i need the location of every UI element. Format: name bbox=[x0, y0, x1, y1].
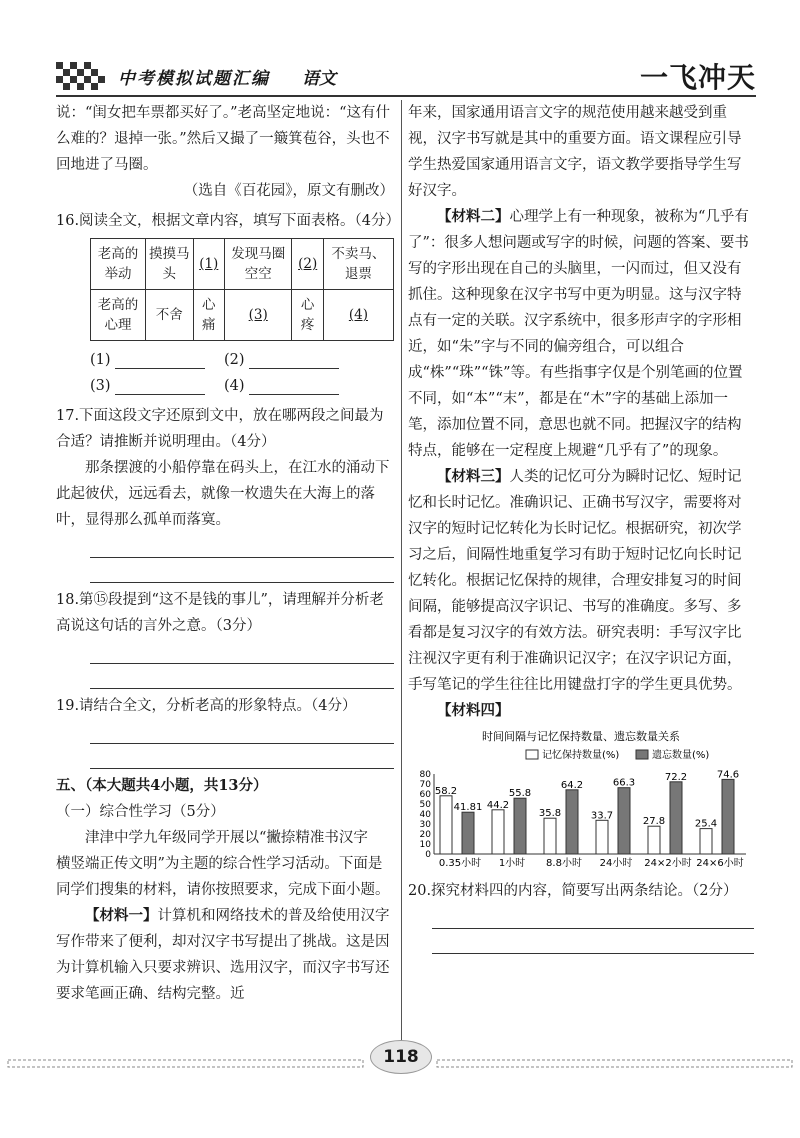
data-label: 35.8 bbox=[538, 808, 562, 820]
header-brand: 一飞冲天 bbox=[639, 61, 756, 94]
chart-svg bbox=[408, 728, 754, 878]
answer-line[interactable] bbox=[90, 639, 394, 664]
page-number: 118 bbox=[370, 1040, 432, 1074]
data-label: 25.4 bbox=[694, 818, 718, 830]
bar-retained bbox=[544, 818, 556, 854]
table-cell: 老高的举动 bbox=[91, 239, 146, 290]
left-column bbox=[56, 100, 401, 1007]
bar-retained bbox=[648, 826, 660, 854]
bar-forgotten bbox=[514, 798, 526, 854]
material-text: 心理学上有一种现象，被称为“几乎有了”：很多人想问题或写字的时候，问题的答案、要书写的字形出现在自己的头脑里，一闪而过，但又没有抓住。这种现象在汉字书写中更为明显。这与汉字特点有一定的关联。汉字系统中，很多形声字的字形相近，如“朱”字与不同的偏旁组合，可以组合成“株”“珠”“铢”等。有些指事字仅是个别笔画的位置不同，如“本”“末”，都是在“木”字的基础上添加一笔，添加位置不同，意思也就不同。把握汉字的结构特点，能够在一定程度上规避“几乎有了”的现象。 bbox=[408, 209, 749, 459]
y-tick-label: 20 bbox=[419, 830, 431, 840]
subsection-heading: （一）综合性学习（5分） bbox=[56, 804, 225, 820]
material-3 bbox=[408, 464, 754, 698]
y-tick-label: 80 bbox=[419, 770, 431, 780]
q20-stem: 20.探究材料四的内容，简要写出两条结论。（2分） bbox=[408, 883, 738, 899]
bar-retained bbox=[440, 796, 452, 854]
material-label: 【材料二】 bbox=[437, 208, 510, 225]
material-label: 【材料一】 bbox=[85, 907, 158, 924]
y-tick-label: 60 bbox=[419, 790, 431, 800]
data-label: 58.2 bbox=[434, 785, 458, 797]
q17-passage: 那条摆渡的小船停靠在码头上，在江水的涌动下此起彼伏，远远看去，就像一枚遗失在大海上的落叶，显得那么孤单而落寞。 bbox=[56, 460, 390, 528]
table-cell: 老高的心理 bbox=[91, 290, 146, 341]
bar-retained bbox=[596, 820, 608, 854]
table-cell: 发现马圈空空 bbox=[224, 239, 292, 290]
page-header bbox=[56, 54, 756, 96]
answer-blank[interactable] bbox=[115, 378, 205, 395]
table-row bbox=[91, 239, 394, 290]
y-tick-label: 0 bbox=[425, 850, 431, 860]
answer-line[interactable] bbox=[432, 904, 754, 929]
answer-line[interactable] bbox=[432, 929, 754, 954]
table-cell: 摸摸马头 bbox=[146, 239, 194, 290]
blank-label: (4) bbox=[224, 378, 245, 394]
material-label: 【材料三】 bbox=[437, 468, 510, 485]
legend-label: 遗忘数量(%) bbox=[652, 750, 710, 761]
bar-retained bbox=[700, 829, 712, 854]
material-2 bbox=[408, 204, 754, 464]
table-blank-cell[interactable]: (2) bbox=[292, 239, 323, 290]
x-tick-label: 8.8小时 bbox=[546, 858, 582, 869]
data-label: 41.81 bbox=[453, 802, 483, 814]
memory-chart bbox=[408, 728, 754, 878]
q16-table bbox=[90, 238, 394, 341]
chart-title: 时间间隔与记忆保持数量、遗忘数量关系 bbox=[482, 730, 680, 743]
q19-stem: 19.请结合全文，分析老高的形象特点。（4分） bbox=[56, 698, 357, 714]
q16-answer-row bbox=[56, 347, 394, 373]
y-tick-label: 10 bbox=[419, 840, 431, 850]
column-divider bbox=[401, 100, 402, 1045]
answer-line[interactable] bbox=[90, 744, 394, 769]
blank-label: (1) bbox=[90, 352, 111, 368]
data-label: 64.2 bbox=[560, 779, 584, 791]
material-text: 计算机和网络技术的普及给使用汉字写作带来了便利，却对汉字书写提出了挑战。这是因为计算机输入只要求辨识、选用汉字，而汉字书写还要求笔画正确、结构完整。近 bbox=[56, 908, 390, 1002]
bar-forgotten bbox=[722, 779, 734, 854]
table-row bbox=[91, 290, 394, 341]
answer-line[interactable] bbox=[90, 719, 394, 744]
y-tick-label: 30 bbox=[419, 820, 431, 830]
material-1 bbox=[56, 903, 394, 1007]
answer-blank[interactable] bbox=[115, 352, 205, 369]
section-heading: 五、（本大题共4小题，共13分） bbox=[56, 777, 268, 794]
data-label: 66.3 bbox=[612, 777, 636, 789]
blank-label: (2) bbox=[224, 352, 245, 368]
material-text: 人类的记忆可分为瞬时记忆、短时记忆和长时记忆。准确识记、正确书写汉字，需要将对汉字的短时记忆转化为长时记忆。根据研究，初次学习之后，间隔性地重复学习有助于短时记忆向长时记忆转化。根据记忆保持的规律，合理安排复习的时间间隔，能够提高汉字识记、书写的准确度。多写、多看都是复习汉字的有效方法。研究表明：手写汉字比注视汉字更有利于准确识记汉字；在汉字识记方面，手写笔记的学生往往比用键盘打字的学生更具优势。 bbox=[408, 469, 742, 693]
table-cell: 心疼 bbox=[292, 290, 323, 341]
story-source: （选自《百花园》，原文有删改） bbox=[183, 183, 394, 199]
x-tick-label: 24×6小时 bbox=[696, 858, 744, 869]
answer-line[interactable] bbox=[90, 664, 394, 689]
story-paragraph: 说：“闺女把车票都买好了。”老高坚定地说：“这有什么难的？退掉一张。”然后又撮了一簸箕苞谷，头也不回地进了马圈。 bbox=[56, 105, 390, 173]
legend-swatch bbox=[636, 750, 648, 759]
data-label: 72.2 bbox=[664, 771, 688, 783]
legend-swatch bbox=[526, 750, 538, 759]
y-tick-label: 70 bbox=[419, 780, 431, 790]
bar-forgotten bbox=[670, 782, 682, 854]
answer-blank[interactable] bbox=[249, 352, 339, 369]
table-blank-cell[interactable]: (1) bbox=[193, 239, 224, 290]
table-blank-cell[interactable]: (4) bbox=[323, 290, 393, 341]
bar-retained bbox=[492, 810, 504, 854]
header-decoration bbox=[56, 62, 104, 90]
data-label: 33.7 bbox=[590, 810, 614, 822]
table-blank-cell[interactable]: (3) bbox=[224, 290, 292, 341]
answer-line[interactable] bbox=[90, 533, 394, 558]
bar-forgotten bbox=[618, 788, 630, 854]
x-tick-label: 24小时 bbox=[599, 858, 633, 869]
data-label: 74.6 bbox=[716, 769, 740, 781]
table-cell: 不舍 bbox=[146, 290, 194, 341]
material-1-continued: 年来，国家通用语言文字的规范使用越来越受到重视，汉字书写就是其中的重要方面。语文课程应引导学生热爱国家通用语言文字，语文教学要指导学生写好汉字。 bbox=[408, 105, 742, 199]
header-title: 中考模拟试题汇编 bbox=[118, 69, 270, 89]
q17-stem: 17.下面这段文字还原到文中，放在哪两段之间最为合适？请推断并说明理由。（4分） bbox=[56, 408, 384, 450]
material-4-label: 【材料四】 bbox=[437, 702, 510, 719]
data-label: 55.8 bbox=[508, 788, 532, 800]
bar-forgotten bbox=[566, 790, 578, 854]
data-label: 27.8 bbox=[642, 816, 666, 828]
table-cell: 不卖马、退票 bbox=[323, 239, 393, 290]
answer-line[interactable] bbox=[90, 558, 394, 583]
intro-paragraph: 津津中学九年级同学开展以“撇捺精准书汉字 横竖端正传文明”为主题的综合性学习活动。下面是同学们搜集的材料，请你按照要求，完成下面小题。 bbox=[56, 830, 390, 898]
right-column bbox=[408, 100, 754, 954]
blank-label: (3) bbox=[90, 378, 111, 394]
table-cell: 心痛 bbox=[193, 290, 224, 341]
y-tick-label: 40 bbox=[419, 810, 431, 820]
bar-forgotten bbox=[462, 812, 474, 854]
q16-answer-row bbox=[56, 373, 394, 399]
answer-blank[interactable] bbox=[249, 378, 339, 395]
q18-stem: 18.第⑮段提到“这不是钱的事儿”，请理解并分析老高说这句话的言外之意。（3分） bbox=[56, 592, 384, 634]
x-tick-label: 1小时 bbox=[498, 858, 526, 869]
legend-label: 记忆保持数量(%) bbox=[542, 750, 620, 761]
data-label: 44.2 bbox=[486, 799, 510, 811]
header-rule bbox=[56, 95, 756, 97]
x-tick-label: 24×2小时 bbox=[644, 858, 692, 869]
y-tick-label: 50 bbox=[419, 800, 431, 810]
x-tick-label: 0.35小时 bbox=[438, 858, 482, 869]
q16-stem: 16.阅读全文，根据文章内容，填写下面表格。（4分） bbox=[56, 213, 401, 229]
header-subject: 语文 bbox=[302, 69, 336, 89]
